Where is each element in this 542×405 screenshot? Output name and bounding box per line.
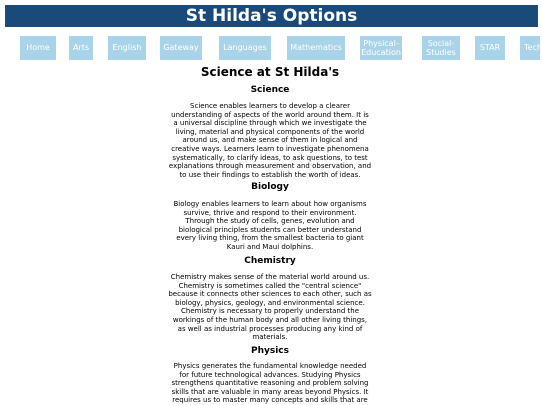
nav-mathematics[interactable]: Mathematics bbox=[287, 36, 345, 60]
page-title: Science at St Hilda's bbox=[200, 65, 340, 79]
nav-physical-education[interactable]: Physical- Education bbox=[360, 36, 402, 60]
site-title-bar bbox=[5, 5, 538, 27]
nav-languages[interactable]: Languages bbox=[219, 36, 271, 60]
section-title-science: Science bbox=[250, 85, 290, 95]
section-title-physics: Physics bbox=[250, 346, 289, 356]
section-text-science: Science enables learners to develop a clearer understanding of aspects of the world around them. It is a universal discipline through which we investigate the living, material and physical components of the world around us, and make sense of them in logical and creative ways. Learners learn to investigate phenomena systematically, to clarify ideas, to ask questions, to test explanations through measurement and observation, and to use their findings to establish the worth of ideas. bbox=[168, 102, 372, 179]
section-title-biology: Biology bbox=[251, 182, 289, 192]
nav-tech[interactable]: Tech bbox=[520, 36, 540, 60]
nav-social-studies[interactable]: Social- Studies bbox=[422, 36, 460, 60]
nav-arts[interactable]: Arts bbox=[69, 36, 93, 60]
nav-home[interactable]: Home bbox=[20, 36, 56, 60]
nav-star[interactable]: STAR bbox=[475, 36, 505, 60]
section-text-chemistry: Chemistry makes sense of the material world around us. Chemistry is sometimes called the "central science" because it connects other sciences to each other, such as biology, physics, geology, and environmental science. Chemistry is necessary to properly understand the workings of the human body and all other living things, as well as industrial processes producing any kind of materials. bbox=[168, 273, 372, 342]
section-text-physics: Physics generates the fundamental knowledge needed for future technological advances. Studying Physics strengthens quantitative reasoning and problem solving skills that are valuable in many areas beyond Physics. It requires us to master many concepts and skills that are bbox=[171, 362, 369, 405]
section-text-biology: Biology enables learners to learn about how organisms survive, thrive and respond to their environment. Through the study of cells, genes, evolution and biological principles students can better understand every living thing, from the smallest bacteria to giant Kauri and Maui dolphins. bbox=[173, 200, 367, 251]
nav-gateway[interactable]: Gateway bbox=[160, 36, 202, 60]
section-title-chemistry: Chemistry bbox=[244, 256, 296, 266]
nav-english[interactable]: English bbox=[108, 36, 146, 60]
site-title: St Hilda's Options bbox=[185, 6, 358, 26]
